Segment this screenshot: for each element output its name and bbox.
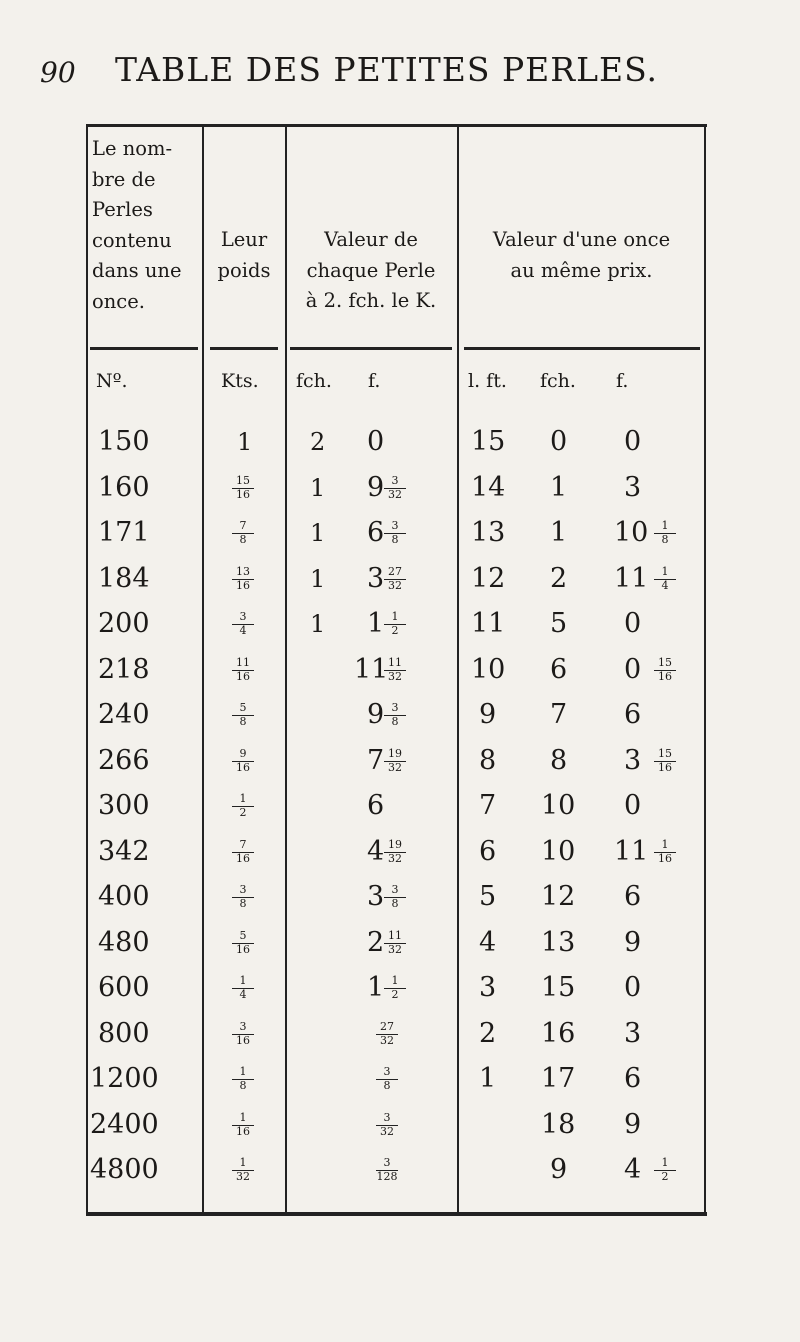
fraction-denominator: 16 <box>658 761 672 774</box>
fraction-denominator: 16 <box>236 852 250 865</box>
once-livres: 14 <box>471 472 506 503</box>
once-sous: 10 <box>614 517 649 548</box>
once-schelling: 8 <box>550 745 568 776</box>
once-sous: 6 <box>624 1063 642 1094</box>
fraction-numerator: 3 <box>384 520 406 534</box>
once-livres: 13 <box>471 517 506 548</box>
header-rule <box>464 347 700 350</box>
perle-schelling: 1 <box>310 565 326 593</box>
fraction-numerator: 1 <box>654 520 676 534</box>
pearl-weight <box>232 930 254 956</box>
fraction-denominator: 2 <box>239 806 247 819</box>
fraction-numerator: 1 <box>654 566 676 580</box>
fraction-numerator: 5 <box>232 702 254 716</box>
perle-schelling: 1 <box>310 474 326 502</box>
fraction-numerator: 1 <box>384 975 406 989</box>
page-title: TABLE DES PETITES PERLES. <box>115 50 659 89</box>
perle-schelling: 1 <box>310 519 326 547</box>
perle-sous: 6 <box>367 790 385 821</box>
fraction-denominator: 32 <box>380 1034 394 1047</box>
once-sous: 3 <box>624 1018 642 1049</box>
fraction-numerator: 3 <box>384 702 406 716</box>
perle-sous-fraction <box>384 839 406 865</box>
fraction-denominator: 16 <box>658 852 672 865</box>
fraction-denominator: 16 <box>236 670 250 683</box>
fraction-denominator: 4 <box>239 624 247 637</box>
column-rule <box>86 124 88 1216</box>
perle-sous-fraction <box>376 1066 398 1092</box>
fraction-denominator: 16 <box>236 579 250 592</box>
pearl-weight <box>232 1157 254 1183</box>
pearl-count: 480 <box>98 927 150 958</box>
fraction-denominator: 32 <box>388 488 402 501</box>
once-schelling: 16 <box>541 1018 576 1049</box>
once-sous: 3 <box>624 745 642 776</box>
perle-sous-fraction <box>384 702 406 728</box>
once-sous: 9 <box>624 927 642 958</box>
perle-sous-fraction <box>384 748 406 774</box>
once-livres: 9 <box>479 699 497 730</box>
fraction-denominator: 8 <box>239 897 247 910</box>
fraction-numerator: 3 <box>232 1021 254 1035</box>
pearl-weight <box>232 520 254 546</box>
pearl-count: 266 <box>98 745 150 776</box>
once-sous: 4 <box>624 1154 642 1185</box>
perle-sous: 6 <box>367 517 385 548</box>
column-rule <box>704 124 706 1216</box>
once-schelling: 2 <box>550 563 568 594</box>
once-livres: 15 <box>471 426 506 457</box>
perle-sous: 0 <box>367 426 385 457</box>
once-schelling: 10 <box>541 836 576 867</box>
pearl-count: 1200 <box>90 1063 159 1094</box>
pearl-weight <box>232 702 254 728</box>
fraction-numerator: 3 <box>376 1066 398 1080</box>
unit-once-schelling: fch. <box>540 370 576 392</box>
header-value-per-pearl: Valeur de chaque Perle à 2. fch. le K. <box>305 228 437 312</box>
perle-sous-fraction <box>376 1021 398 1047</box>
once-livres: 2 <box>479 1018 497 1049</box>
once-livres: 12 <box>471 563 506 594</box>
header-weight: Leur poids <box>217 228 271 282</box>
pearl-count: 800 <box>98 1018 150 1049</box>
once-schelling: 6 <box>550 654 568 685</box>
header-rule <box>290 347 452 350</box>
fraction-numerator: 1 <box>232 1157 254 1171</box>
once-schelling: 7 <box>550 699 568 730</box>
once-schelling: 0 <box>550 426 568 457</box>
fraction-denominator: 32 <box>388 943 402 956</box>
pearl-count: 171 <box>98 517 150 548</box>
pearl-weight <box>232 1112 254 1138</box>
pearl-weight <box>232 1066 254 1092</box>
once-sous: 6 <box>624 881 642 912</box>
once-sous: 11 <box>614 563 649 594</box>
fraction-denominator: 8 <box>661 533 669 546</box>
perle-sous-fraction <box>384 884 406 910</box>
pearl-weight <box>232 657 254 683</box>
fraction-numerator: 1 <box>232 975 254 989</box>
pearl-weight <box>232 748 254 774</box>
fraction-numerator: 27 <box>376 1021 398 1035</box>
fraction-numerator: 15 <box>654 657 676 671</box>
once-livres: 5 <box>479 881 497 912</box>
unit-number: Nº. <box>96 370 128 392</box>
perle-sous: 11 <box>354 654 389 685</box>
pearl-weight <box>232 475 254 501</box>
once-livres: 8 <box>479 745 497 776</box>
perle-sous: 9 <box>367 472 385 503</box>
once-schelling: 17 <box>541 1063 576 1094</box>
fraction-numerator: 19 <box>384 839 406 853</box>
perle-sous: 7 <box>367 745 385 776</box>
once-livres: 1 <box>479 1063 497 1094</box>
pearl-count: 300 <box>98 790 150 821</box>
header-value-per-once: Valeur d'une once au même prix. <box>492 228 671 282</box>
unit-once-livres: l. ft. <box>468 370 507 392</box>
fraction-denominator: 8 <box>383 1079 391 1092</box>
fraction-denominator: 32 <box>388 852 402 865</box>
pearl-count: 4800 <box>90 1154 159 1185</box>
once-schelling: 13 <box>541 927 576 958</box>
pearl-count: 200 <box>98 608 150 639</box>
pearl-weight <box>232 566 254 592</box>
fraction-denominator: 128 <box>376 1170 398 1183</box>
perle-sous: 1 <box>367 972 385 1003</box>
fraction-numerator: 3 <box>384 475 406 489</box>
fraction-numerator: 19 <box>384 748 406 762</box>
unit-perle-schelling: fch. <box>296 370 332 392</box>
pearl-count: 600 <box>98 972 150 1003</box>
once-livres: 11 <box>471 608 506 639</box>
once-sous-fraction <box>654 1157 676 1183</box>
pearl-count: 2400 <box>90 1109 159 1140</box>
once-schelling: 12 <box>541 881 576 912</box>
perle-sous: 3 <box>367 881 385 912</box>
once-livres: 10 <box>471 654 506 685</box>
once-livres: 4 <box>479 927 497 958</box>
fraction-numerator: 15 <box>232 475 254 489</box>
pearl-weight <box>232 975 254 1001</box>
perle-sous: 4 <box>367 836 385 867</box>
fraction-numerator: 15 <box>654 748 676 762</box>
fraction-numerator: 3 <box>232 611 254 625</box>
once-schelling: 18 <box>541 1109 576 1140</box>
fraction-numerator: 7 <box>232 839 254 853</box>
fraction-denominator: 32 <box>380 1125 394 1138</box>
fraction-denominator: 2 <box>391 988 399 1001</box>
pearl-count: 240 <box>98 699 150 730</box>
fraction-denominator: 4 <box>239 988 247 1001</box>
once-livres: 3 <box>479 972 497 1003</box>
unit-carats: Kts. <box>221 370 259 392</box>
fraction-numerator: 1 <box>384 611 406 625</box>
header-number-of-pearls: Le nom- bre de Perles contenu dans une once. <box>92 137 182 313</box>
pearl-table <box>86 124 707 1218</box>
fraction-numerator: 9 <box>232 748 254 762</box>
perle-sous-fraction <box>384 520 406 546</box>
pearl-weight <box>232 839 254 865</box>
header-rule <box>90 347 198 350</box>
table-bottom-rule <box>86 1212 707 1216</box>
once-sous: 11 <box>614 836 649 867</box>
fraction-denominator: 16 <box>236 761 250 774</box>
fraction-numerator: 1 <box>654 839 676 853</box>
fraction-denominator: 8 <box>239 533 247 546</box>
once-sous: 0 <box>624 426 642 457</box>
once-sous-fraction <box>654 839 676 865</box>
fraction-numerator: 3 <box>376 1157 398 1171</box>
fraction-denominator: 8 <box>391 715 399 728</box>
fraction-denominator: 16 <box>236 1125 250 1138</box>
page-header <box>0 38 800 98</box>
once-sous: 0 <box>624 654 642 685</box>
pearl-weight: 1 <box>237 428 253 456</box>
fraction-denominator: 2 <box>661 1170 669 1183</box>
once-sous-fraction <box>654 566 676 592</box>
once-sous-fraction <box>654 748 676 774</box>
perle-sous-fraction <box>384 930 406 956</box>
once-schelling: 1 <box>550 517 568 548</box>
pearl-count: 184 <box>98 563 150 594</box>
perle-sous: 3 <box>367 563 385 594</box>
fraction-numerator: 11 <box>232 657 254 671</box>
once-schelling: 10 <box>541 790 576 821</box>
once-sous: 0 <box>624 972 642 1003</box>
column-rule <box>457 124 459 1216</box>
column-rule <box>202 124 204 1216</box>
fraction-numerator: 11 <box>384 657 406 671</box>
fraction-denominator: 16 <box>658 670 672 683</box>
perle-sous-fraction <box>384 611 406 637</box>
fraction-denominator: 32 <box>388 761 402 774</box>
unit-once-sous: f. <box>616 370 629 392</box>
once-sous: 0 <box>624 608 642 639</box>
pearl-count: 342 <box>98 836 150 867</box>
perle-schelling: 2 <box>310 428 326 456</box>
perle-sous: 1 <box>367 608 385 639</box>
once-sous: 3 <box>624 472 642 503</box>
fraction-numerator: 7 <box>232 520 254 534</box>
fraction-numerator: 11 <box>384 930 406 944</box>
fraction-denominator: 4 <box>661 579 669 592</box>
once-sous-fraction <box>654 520 676 546</box>
once-schelling: 1 <box>550 472 568 503</box>
fraction-numerator: 3 <box>232 884 254 898</box>
fraction-numerator: 3 <box>376 1112 398 1126</box>
pearl-count: 150 <box>98 426 150 457</box>
once-schelling: 15 <box>541 972 576 1003</box>
fraction-denominator: 8 <box>391 897 399 910</box>
fraction-denominator: 32 <box>236 1170 250 1183</box>
once-sous-fraction <box>654 657 676 683</box>
fraction-numerator: 1 <box>232 1066 254 1080</box>
fraction-numerator: 13 <box>232 566 254 580</box>
pearl-weight <box>232 884 254 910</box>
fraction-numerator: 1 <box>232 1112 254 1126</box>
fraction-denominator: 32 <box>388 670 402 683</box>
fraction-numerator: 27 <box>384 566 406 580</box>
once-sous: 6 <box>624 699 642 730</box>
fraction-denominator: 32 <box>388 579 402 592</box>
table-top-rule <box>86 124 707 127</box>
perle-sous-fraction <box>384 566 406 592</box>
page-number: 90 <box>40 56 76 89</box>
fraction-denominator: 16 <box>236 943 250 956</box>
pearl-count: 400 <box>98 881 150 912</box>
fraction-numerator: 5 <box>232 930 254 944</box>
fraction-denominator: 16 <box>236 1034 250 1047</box>
perle-sous-fraction <box>376 1157 398 1183</box>
header-rule <box>210 347 278 350</box>
fraction-numerator: 1 <box>232 793 254 807</box>
perle-sous-fraction <box>384 475 406 501</box>
perle-sous-fraction <box>376 1112 398 1138</box>
fraction-denominator: 8 <box>391 533 399 546</box>
fraction-denominator: 2 <box>391 624 399 637</box>
fraction-numerator: 3 <box>384 884 406 898</box>
once-schelling: 9 <box>550 1154 568 1185</box>
unit-perle-sous: f. <box>368 370 381 392</box>
perle-sous-fraction <box>384 975 406 1001</box>
once-sous: 9 <box>624 1109 642 1140</box>
once-schelling: 5 <box>550 608 568 639</box>
perle-schelling: 1 <box>310 610 326 638</box>
pearl-weight <box>232 793 254 819</box>
fraction-denominator: 8 <box>239 1079 247 1092</box>
pearl-weight <box>232 1021 254 1047</box>
perle-sous-fraction <box>384 657 406 683</box>
once-livres: 7 <box>479 790 497 821</box>
pearl-count: 218 <box>98 654 150 685</box>
perle-sous: 9 <box>367 699 385 730</box>
once-sous: 0 <box>624 790 642 821</box>
pearl-count: 160 <box>98 472 150 503</box>
pearl-weight <box>232 611 254 637</box>
perle-sous: 2 <box>367 927 385 958</box>
once-livres: 6 <box>479 836 497 867</box>
fraction-denominator: 16 <box>236 488 250 501</box>
fraction-numerator: 1 <box>654 1157 676 1171</box>
fraction-denominator: 8 <box>239 715 247 728</box>
